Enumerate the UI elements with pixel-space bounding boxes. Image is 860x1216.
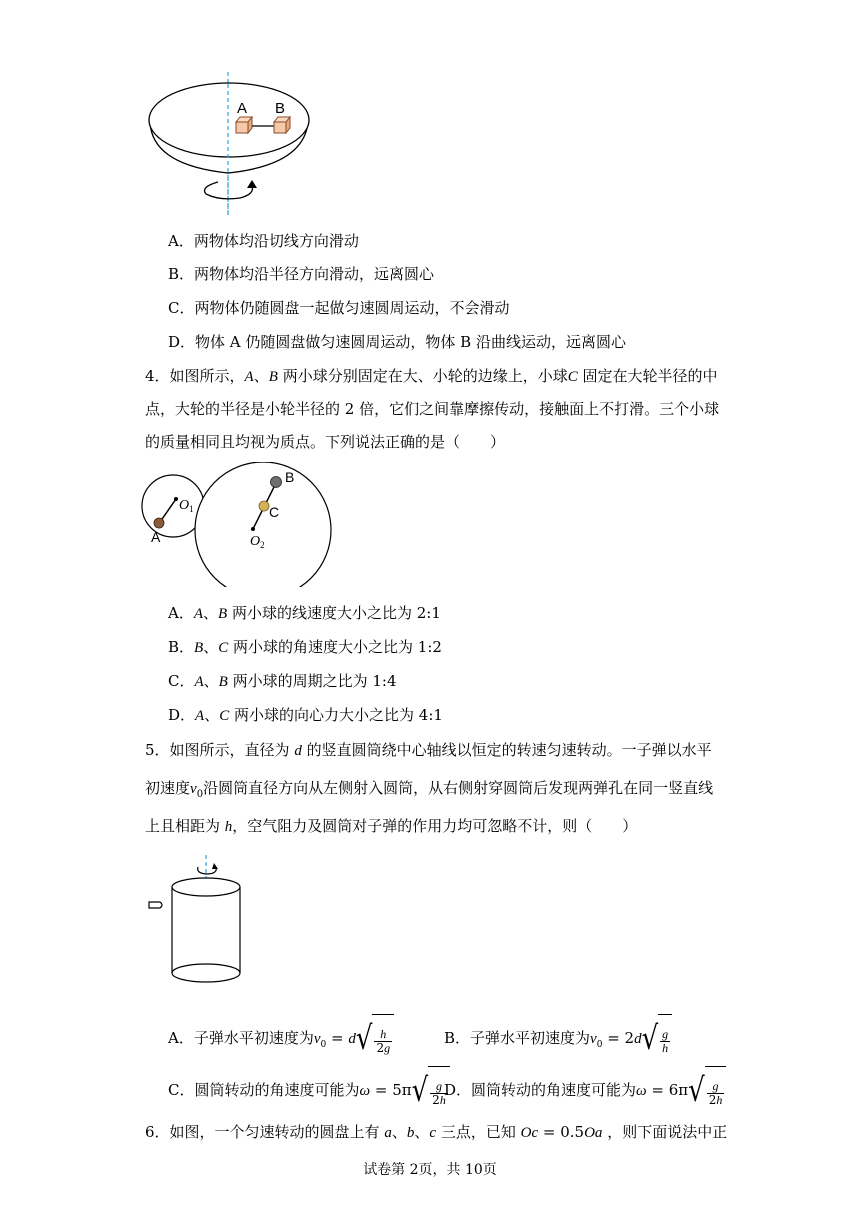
label-a: A	[237, 100, 248, 117]
q6-stem-line-1: 6．如图，一个匀速转动的圆盘上有 a、b、c 三点，已知 Oc = 0.5Oa ，则下面说法中正	[145, 1123, 728, 1141]
q5-option-b: B．子弹水平初速度为$v_0 = 2d$ √ $\frac{g}{h}$	[444, 1014, 672, 1062]
q4-option-d: D．A、C 两小球的向心力大小之比为 4:1	[168, 706, 443, 724]
block-a	[236, 117, 252, 133]
ball-c	[259, 501, 269, 511]
q4-option-b: B．B、C 两小球的角速度大小之比为 1:2	[168, 638, 442, 656]
q4-stem-line-1: 4．如图所示，A、B 两小球分别固定在大、小轮的边缘上，小球C 固定在大轮半径的中	[145, 367, 718, 385]
center-o2	[251, 527, 255, 531]
cylinder-top	[172, 878, 240, 896]
q3-option-d: D．物体 A 仍随圆盘做匀速圆周运动，物体 B 沿曲线运动，远离圆心	[168, 333, 626, 351]
ball-a	[154, 518, 164, 528]
q5-option-d: D．圆筒转动的角速度可能为ω = 6π √ $\frac{g}{2h}$	[444, 1066, 726, 1114]
q5-stem-line-1: 5．如图所示，直径为 d 的竖直圆筒绕中心轴线以恒定的转速匀速转动。一子弹以水平	[145, 741, 712, 759]
label-b: B	[275, 100, 286, 117]
bullet-icon	[149, 902, 162, 908]
q4-option-a: A．A、B 两小球的线速度大小之比为 2:1	[168, 604, 441, 622]
q3-option-c: C．两物体仍随圆盘一起做匀速圆周运动，不会滑动	[168, 299, 510, 317]
q4-stem-line-3: 的质量相同且均视为质点。下列说法正确的是（ ）	[145, 433, 506, 451]
label-a: A	[151, 529, 161, 545]
q5-option-c: C．圆筒转动的角速度可能为ω = 5π √ $\frac{g}{2h}$	[168, 1066, 450, 1114]
disc-figure	[140, 70, 320, 220]
q3-option-a: A．两物体均沿切线方向滑动	[168, 232, 359, 250]
q4-stem-line-2: 点，大轮的半径是小轮半径的 2 倍，它们之间靠摩擦传动，接触面上不打滑。三个小球	[145, 400, 720, 418]
q5-option-a: A．子弹水平初速度为$v_0 = d$ √ $\frac{h}{2g}$	[168, 1014, 394, 1062]
label-c: C	[269, 504, 280, 520]
page-footer: 试卷第 2页，共 10页	[363, 1162, 497, 1178]
q5-stem-line-3: 上且相距为 h，空气阻力及圆筒对子弹的作用力均可忽略不计，则（ ）	[145, 817, 638, 835]
block-b	[274, 117, 290, 133]
cylinder-bottom	[172, 964, 240, 982]
arrowhead-icon	[212, 863, 218, 869]
label-o2: $O_2$	[250, 534, 265, 550]
q5-stem-line-2: 初速度$v_0$沿圆筒直径方向从左侧射入圆筒，从右侧射穿圆筒后发现两弹孔在同一竖直线	[145, 779, 714, 800]
wheels-figure	[140, 462, 340, 587]
ball-b	[271, 477, 282, 488]
q4-option-c: C．A、B 两小球的周期之比为 1:4	[168, 672, 397, 690]
large-wheel	[195, 462, 331, 587]
q3-option-b: B．两物体均沿半径方向滑动，远离圆心	[168, 265, 435, 283]
cylinder-figure	[140, 853, 260, 988]
arrowhead-icon	[247, 180, 257, 188]
label-b: B	[285, 469, 295, 485]
label-o1: $O_1$	[179, 498, 194, 514]
center-o1	[174, 497, 178, 501]
